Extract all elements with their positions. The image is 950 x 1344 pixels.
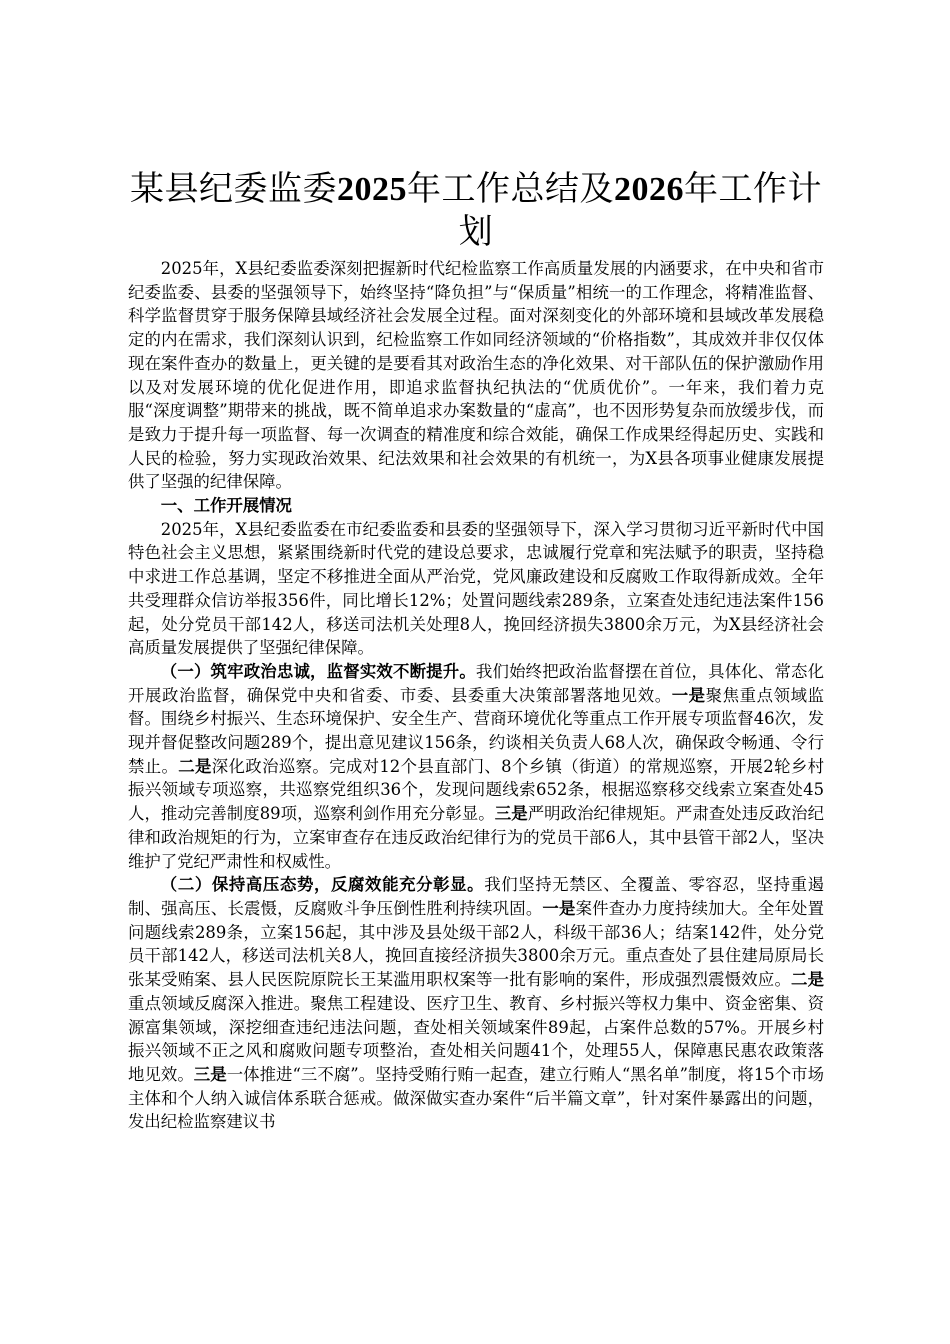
intro-paragraph: 2025年，X县纪委监委深刻把握新时代纪检监察工作高质量发展的内涵要求，在中央和省市纪委监委、县委的坚强领导下，始终坚持“降负担”与“保质量”相统一的工作理念，将精准监督、科学监督贯穿于服务保障县域经济社会发展全过程。面对深刻变化的外部环境和县域改革发展稳定的内在需求，我们深刻认识到，纪检监察工作如同经济领域的“价格指数”，其成效并非仅仅体现在案件查办的数量上，更关键的是要看其对政治生态的净化效果、对干部队伍的保护激励作用以及对发展环境的优化促进作用，即追求监督执纪执法的“优质优价”。一年来，我们着力克服“深度调整”期带来的挑战，既不简单追求办案数量的“虚高”，也不因形势复杂而放缓步伐，而是致力于提升每一项监督、每一次调查的精准度和综合效能，确保工作成果经得起历史、实践和人民的检验，努力实现政治效果、纪法效果和社会效果的有机统一，为X县各项事业健康发展提供了坚强的纪律保障。 <box>128 259 824 492</box>
document-title <box>128 168 824 253</box>
subsection-2-text-4: 一体推进“三不腐”。坚持受贿行贿一起查，建立行贿人“黑名单”制度，将15个市场主体和个人纳入诚信体系联合惩戒。做深做实查办案件“后半篇文章”，针对案件暴露出的问题，发出纪检监察建议书 <box>128 1064 825 1132</box>
title-year-2: 2026 <box>614 171 684 208</box>
subsection-2-paragraph <box>128 873 824 1134</box>
subsection-2-key-2: 二是 <box>791 970 824 990</box>
subsection-1-key-3: 三是 <box>494 804 528 824</box>
title-part-1: 某县纪委监委 <box>130 169 337 209</box>
subsection-1-key-1: 一是 <box>671 685 706 705</box>
title-part-3: 年工作计划 <box>458 169 822 252</box>
subsection-1-heading: （一）筑牢政治忠诚，监督实效不断提升。 <box>160 661 476 681</box>
subsection-1-text-3: 深化政治巡察。完成对12个县直部门、8个乡镇（街道）的常规巡察，开展2轮乡村振兴领域专项巡察，共巡察党组织36个，发现问题线索652条，根据巡察移交线索立案查处45人，推动完善制度89项，巡察利剑作用充分彰显。 <box>128 756 825 824</box>
subsection-1-text-4: 严明政治纪律规矩。严肃查处违反政治纪律和政治规矩的行为，立案审查存在违反政治纪律行为的党员干部6人，其中县管干部2人，坚决维护了党纪严肃性和权威性。 <box>128 804 825 871</box>
subsection-2-heading: （二）保持高压态势，反腐效能充分彰显。 <box>160 875 485 895</box>
subsection-2-key-1: 一是 <box>542 898 576 918</box>
title-part-2: 年工作总结及 <box>407 169 614 209</box>
document-body <box>128 257 824 1134</box>
title-year-1: 2025 <box>337 171 407 208</box>
subsection-1-key-2: 二是 <box>178 756 212 776</box>
subsection-2-key-3: 三是 <box>193 1064 227 1084</box>
subsection-1-text-2: 聚焦重点领域监督。围绕乡村振兴、生态环境保护、安全生产、营商环境优化等重点工作开展专项监督46次，发现并督促整改问题289个，提出意见建议156条，约谈相关负责人68人次，确保政令畅通、令行禁止。 <box>128 685 825 776</box>
subsection-1-paragraph <box>128 660 824 873</box>
subsection-1-text-1: 我们始终把政治监督摆在首位，具体化、常态化开展政治监督，确保党中央和省委、市委、县委重大决策部署落地见效。 <box>128 661 825 705</box>
section-heading-work-status: 一、工作开展情况 <box>160 496 292 516</box>
subsection-2-text-1: 我们坚持无禁区、全覆盖、零容忍，坚持重遏制、强高压、长震慑，反腐败斗争压倒性胜利持续巩固。 <box>128 875 824 918</box>
section-1-paragraph: 2025年，X县纪委监委在市纪委监委和县委的坚强领导下，深入学习贯彻习近平新时代中国特色社会主义思想，紧紧围绕新时代党的建设总要求，忠诚履行党章和宪法赋予的职责，坚持稳中求进工作总基调，坚定不移推进全面从严治党，党风廉政建设和反腐败工作取得新成效。全年共受理群众信访举报356件，同比增长12%；处置问题线索289条，立案查处违纪违法案件156起，处分党员干部142人，移送司法机关处理8人，挽回经济损失3800余万元，为X县经济社会高质量发展提供了坚强纪律保障。 <box>128 519 824 658</box>
document-page <box>128 168 824 1134</box>
subsection-2-text-3: 重点领域反腐深入推进。聚焦工程建设、医疗卫生、教育、乡村振兴等权力集中、资金密集、资源富集领域，深挖细查违纪违法问题，查处相关领域案件89起，占案件总数的57%。开展乡村振兴领域不正之风和腐败问题专项整治，查处相关问题41个，处理55人，保障惠民惠农政策落地见效。 <box>128 993 824 1084</box>
subsection-2-text-2: 案件查办力度持续加大。全年处置问题线索289条，立案156起，其中涉及县处级干部2人，科级干部36人；结案142件，处分党员干部142人，移送司法机关8人，挽回直接经济损失3800余万元。重点查处了县住建局原局长张某受贿案、县人民医院原院长王某滥用职权案等一批有影响的案件，形成强烈震慑效应。 <box>128 898 825 990</box>
